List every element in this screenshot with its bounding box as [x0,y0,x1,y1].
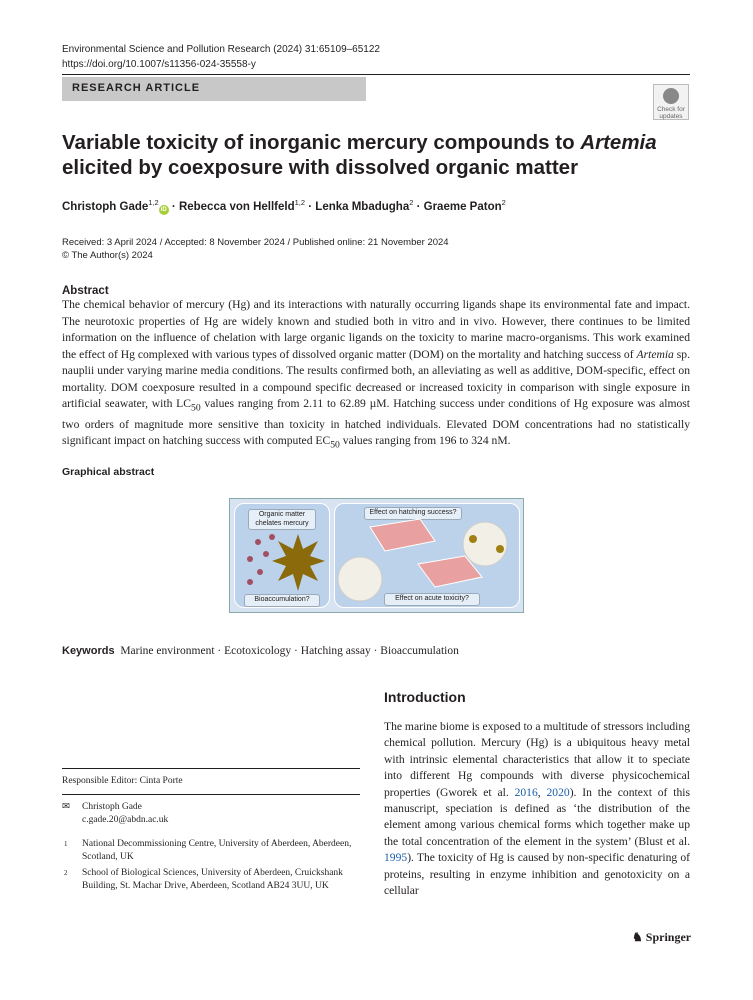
author-affiliation: 2 [501,198,506,207]
author-affiliation: 2 [409,198,414,207]
subscript: 50 [191,402,201,414]
graphical-abstract-heading: Graphical abstract [62,466,155,478]
abstract-italic: Artemia [636,347,674,361]
check-updates-label: Check for updates [657,106,685,120]
intro-segment: The marine biome is exposed to a multitude of stressors including chemical pollution. Mercury (Hg) is a ubiquitous heavy metal with intrinsic elemental characteristics that allow it to speciate into different Hg compounds with diverse physicochemical properties (Gworek et al. [384,720,690,799]
author-name[interactable]: Graeme Paton [423,200,502,213]
citation-link[interactable]: 2016 [514,785,538,799]
dom-star-icon [272,534,325,591]
publisher-logo [632,930,691,945]
graphical-abstract-drawing [230,499,525,614]
journal-citation: Environmental Science and Pollution Research (2024) 31:65109–65122 [62,44,380,55]
journal-header [62,42,380,72]
author-affiliation: 1,2 [148,198,159,207]
footnote-rule [62,794,360,795]
affiliation-number: 2 [64,869,68,877]
affiliation-1: National Decommissioning Centre, University of Aberdeen, Aberdeen, Scotland, UK [82,839,352,862]
graphical-abstract-figure [229,498,524,613]
author-list: Christoph Gade$^{1,2}$iD · Rebecca von Hellfeld$^{1,2}$ · Lenka Mbadugha$^2$ · Graeme Paton$^2$ [62,198,506,213]
bioaccumulation-label: Bioaccumulation? [244,594,320,607]
contact-name: Christoph Gade [82,802,142,812]
orcid-icon[interactable]: iD [160,206,167,213]
responsible-editor: Responsible Editor: Cinta Porte [62,776,183,786]
copyright: © The Author(s) 2024 [62,250,153,261]
toxicity-label: Effect on acute toxicity? [384,593,480,606]
title-text: elicited by coexposure with dissolved organic matter [62,156,579,179]
affiliation-2: School of Biological Sciences, University of Aberdeen, Cruickshank Building, St. Machar Drive, Aberdeen, Scotland AB24 3UU, UK [82,868,343,891]
header-rule [62,74,690,75]
check-updates-icon [663,88,679,104]
dates-text: Received: 3 April 2024 / Accepted: 8 November 2024 / Published online: 21 November 2024 [62,237,449,248]
introduction-text [384,719,690,899]
springer-horse-icon: ♞ [632,930,643,944]
author-affiliation: 1,2 [294,198,306,207]
publication-dates [62,236,449,262]
affiliation-number: 1 [64,840,68,848]
section-banner [62,77,366,101]
page-title [62,130,662,180]
title-text: Variable toxicity of inorganic mercury compounds to [62,131,581,154]
corresponding-author [82,801,168,827]
intro-segment: ). The toxicity of Hg is caused by non-specific denaturing of proteins, resulting in enzyme inhibition and genotoxicity on a cellular [384,851,690,898]
title-italic: Artemia [580,131,657,154]
check-for-updates-button[interactable] [653,84,689,120]
intro-segment: , [537,785,547,799]
footnote-rule [62,768,360,769]
citation-link[interactable]: 2020 [546,785,570,799]
author-name[interactable]: Lenka Mbadugha [315,200,410,213]
citation-link[interactable]: 1995 [384,851,408,865]
introduction-heading: Introduction [384,689,466,705]
abstract-heading: Abstract [62,285,109,297]
abstract-segment: The chemical behavior of mercury (Hg) and its interactions with naturally occurring ligands shape its environmental fate and impact. The neurotoxic properties of Hg are widely known and studied both in vitro and in vivo. However, there continues to be limited information on the influence of chelation with large organic ligands on the toxicity to marine macro-organisms. This work examined the effect of Hg complexed with various types of dissolved organic matter (DOM) on the mortality and hatching success of [62,298,690,361]
author-name[interactable]: Rebecca von Hellfeld [178,200,295,213]
chelation-label: Organic matter chelates mercury [248,509,316,530]
abstract-segment: values ranging from 2.11 to 62.89 µM. Hatching success under conditions of Hg exposure was almost two orders of magnitude more sensitive than toxicity in hatched individuals. Elevated DOM concentrations had no statistically significant impact on hatching success with computed EC [62,397,691,448]
abstract-segment: sp. nauplii under varying marine media conditions. The results confirmed both, an alleviating as well as additive, DOM-specific, effect on mortality. DOM coexposure resulted in a compound specific decreased or increased toxicity in comparison with single exposure in artificial seawater, with LC [62,347,690,410]
doi-link[interactable]: https://doi.org/10.1007/s11356-024-35558-y [62,59,256,70]
section-label: RESEARCH ARTICLE [72,82,201,94]
author-name[interactable]: Christoph Gade [62,200,149,213]
publisher-name: Springer [645,930,692,944]
contact-email[interactable]: c.gade.20@abdn.ac.uk [82,815,169,825]
abstract-segment: values ranging from 196 to 324 nM. [339,434,511,448]
subscript: 50 [330,439,340,451]
intro-segment: ). In the context of this manuscript, speciation is defined as ‘the distribution of the element among various chemical forms which together make up the total concentration of the element in the system’ (Blust et al. [384,785,691,848]
abstract-text [62,297,690,454]
keywords [62,645,459,657]
keywords-heading: Keywords [62,645,115,657]
envelope-icon: ✉ [62,802,70,812]
keywords-list: Marine environment · Ecotoxicology · Hatching assay · Bioaccumulation [120,645,459,657]
hatching-label: Effect on hatching success? [364,507,462,520]
